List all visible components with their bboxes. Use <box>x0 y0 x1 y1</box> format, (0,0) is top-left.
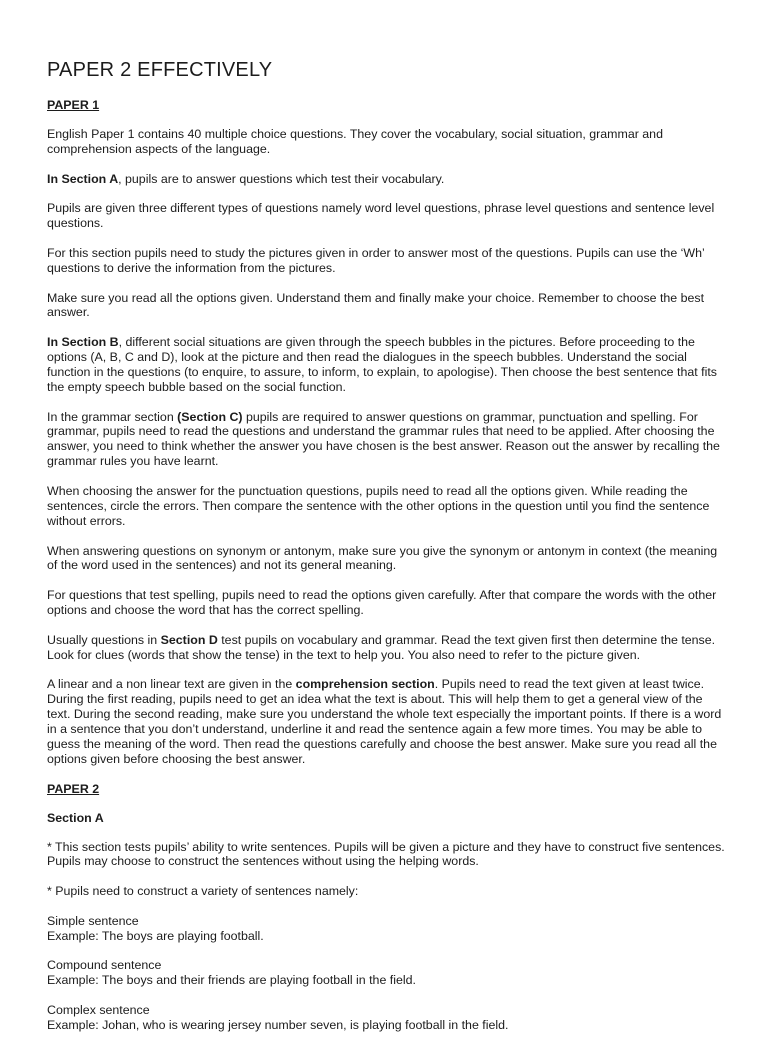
paragraph <box>47 246 727 276</box>
text-run: Example: Johan, who is wearing jersey number seven, is playing football in the field. <box>47 1018 509 1032</box>
text-run: Example: The boys and their friends are playing football in the field. <box>47 973 416 988</box>
document-title: PAPER 2 EFFECTIVELY <box>47 59 273 81</box>
paragraph <box>47 127 727 157</box>
paragraph <box>47 484 727 529</box>
paragraph <box>47 201 727 231</box>
text-run: Usually questions in <box>47 632 161 647</box>
text-run: test pupils on vocabulary and grammar. Read the text given first then determine the tense. Look for clues (words that show the tense) in the text to help you. You also need to refer to the picture given. <box>47 632 716 662</box>
paragraph <box>47 884 727 899</box>
bold-text: comprehension section <box>295 677 435 692</box>
bold-text: In Section B <box>47 335 119 350</box>
paragraph <box>47 914 727 944</box>
text-run: pupils are required to answer questions on grammar, punctuation and spelling. For grammar, pupils need to read the questions and understand the grammar rules that need to be applied. After choosing the answer, you need to think whether the answer you have chosen is the best answer. Reason out the answer by recalling the grammar rules you have learnt. <box>47 409 720 469</box>
bold-text: Section D <box>160 632 218 647</box>
text-run: Simple sentence <box>47 913 139 928</box>
text-run: * This section tests pupils’ ability to write sentences. Pupils will be given a picture and they have to construct five sentences. Pupils may choose to construct the sentences without using the helping words. <box>47 839 725 869</box>
bold-text: (Section C) <box>177 409 243 424</box>
paper1-body <box>47 127 727 767</box>
paragraph <box>47 544 727 574</box>
text-run: For questions that test spelling, pupils need to read the options given carefully. After that compare the words with the other options and choose the word that has the correct spelling. <box>47 588 717 618</box>
text-run: Pupils are given three different types of questions namely word level questions, phrase level questions and sentence level questions. <box>47 201 715 231</box>
text-run: * Pupils need to construct a variety of sentences namely: <box>47 884 359 899</box>
text-run: For this section pupils need to study the pictures given in order to answer most of the questions. Pupils can use the ‘Wh’ questions to derive the information from the pictures. <box>47 245 705 275</box>
text-run: Compound sentence <box>47 958 162 973</box>
paragraph <box>47 172 727 187</box>
text-run: A linear and a non linear text are given in the <box>47 677 296 692</box>
text-run: English Paper 1 contains 40 multiple choice questions. They cover the vocabulary, social situation, grammar and comprehension aspects of the language. <box>47 127 663 156</box>
text-run: , pupils are to answer questions which test their vocabulary. <box>118 171 445 186</box>
text-run: Make sure you read all the options given. Understand them and finally make your choice. Remember to choose the best answer. <box>47 290 705 320</box>
paper2-heading: PAPER 2 <box>47 781 100 796</box>
paper1-heading: PAPER 1 <box>47 98 100 112</box>
paragraph <box>47 291 727 321</box>
paragraph <box>47 410 727 470</box>
paper2-body <box>47 840 727 1033</box>
bold-text: In Section A <box>47 171 119 186</box>
text-run: . Pupils need to read the text given at least twice. During the first reading, pupils need to get an idea what the text is about. This will help them to get a general view of the text. During the second reading, make sure you understand the whole text especially the important points. If there is a word in a sentence that you don’t understand, underline it and read the sentence again a few more times. You may be able to guess the meaning of the word. Then read the questions carefully and choose the best answer. Make sure you read all the options given before choosing the best answer. <box>47 677 722 766</box>
text-run: When choosing the answer for the punctuation questions, pupils need to read all the options given. While reading the sentences, circle the errors. Then compare the sentence with the other options in the question until you find the sentence without errors. <box>47 483 710 528</box>
paragraph <box>47 335 727 395</box>
document-page <box>47 58 727 1048</box>
paper2-section-a-heading: Section A <box>47 810 104 825</box>
paragraph <box>47 633 727 663</box>
paragraph <box>47 588 727 618</box>
text-run: In the grammar section <box>47 409 178 424</box>
paragraph <box>47 840 727 870</box>
paragraph <box>47 1003 727 1033</box>
paragraph <box>47 958 727 988</box>
text-run: Example: The boys are playing football. <box>47 928 264 943</box>
paragraph <box>47 677 727 766</box>
text-run: , different social situations are given through the speech bubbles in the pictures. Before proceeding to the options (A, B, C and D), look at the picture and then read the dialogues in the speech bubbles. Understand the social function in the questions (to enquire, to assure, to inform, to explain, to apologise). Then choose the best sentence that fits the empty speech bubble based on the social function. <box>47 335 717 394</box>
text-run: When answering questions on synonym or antonym, make sure you give the synonym or antonym in context (the meaning of the word used in the sentences) and not its general meaning. <box>47 543 718 573</box>
text-run: Complex sentence <box>47 1003 150 1018</box>
